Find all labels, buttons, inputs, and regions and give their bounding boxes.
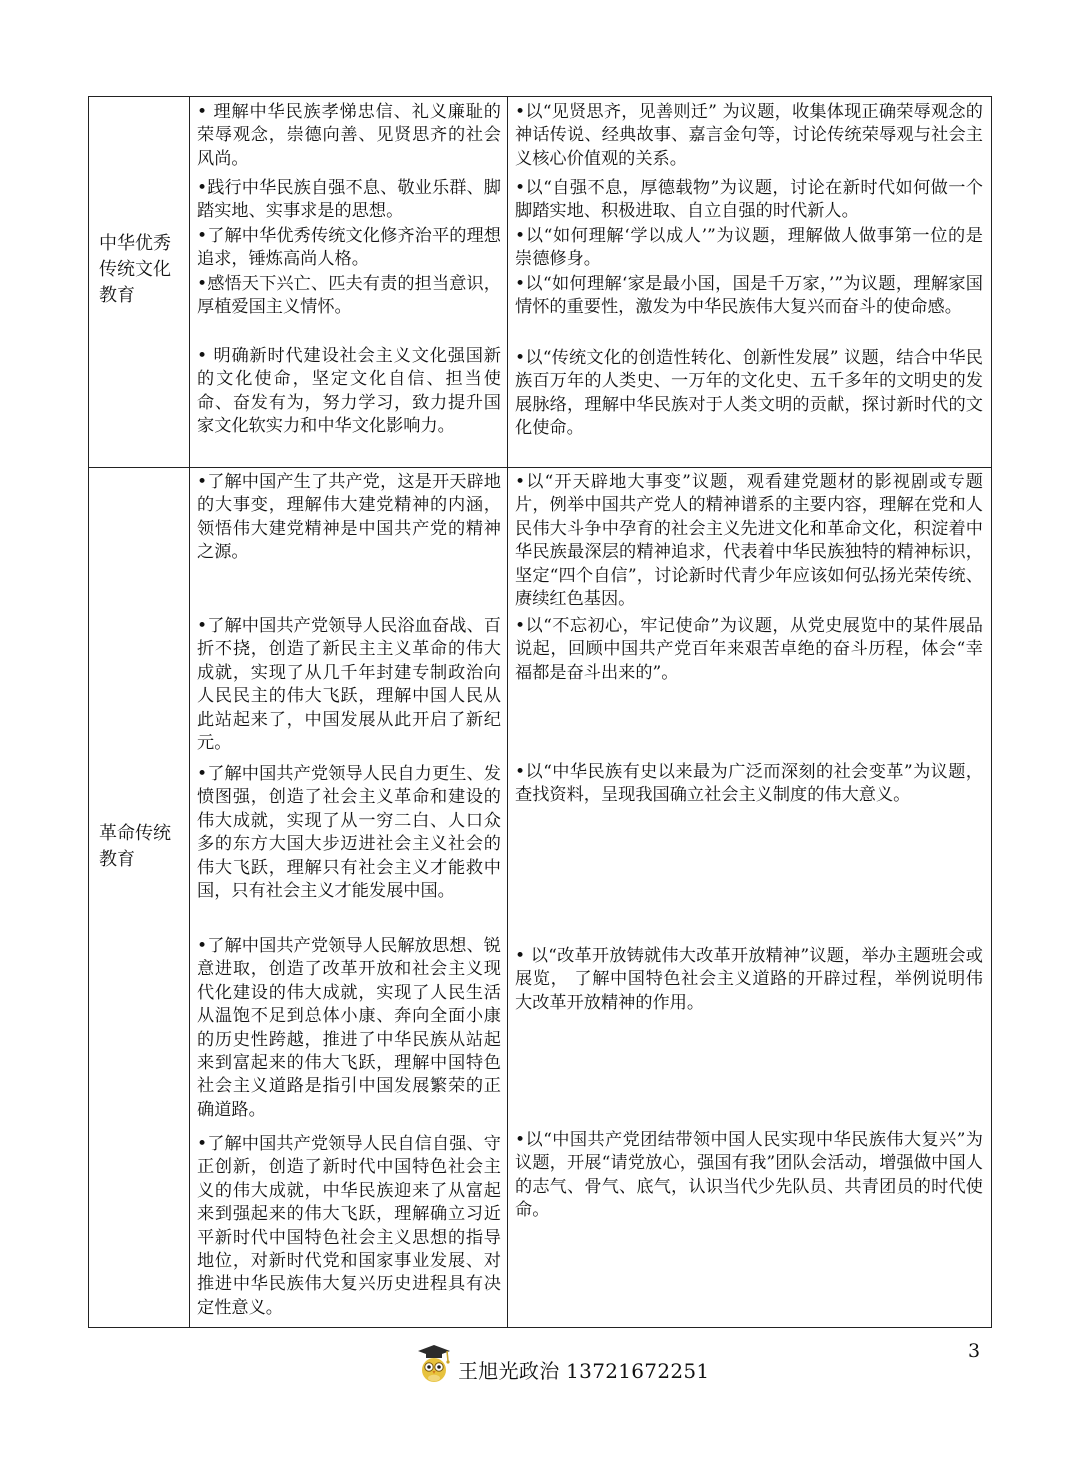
- row-divider: [89, 467, 991, 468]
- requirement-item: • 明确新时代建设社会主义文化强国新的文化使命，坚定文化自信、担当使命、奋发有为，努力学习，致力提升国家文化软实力和中华文化影响力。: [197, 346, 501, 437]
- requirement-item: •了解中国共产党领导人民自力更生、发愤图强，创造了社会主义革命和建设的伟大成就，实现了从一穷二白、人口众多的东方大国大步迈进社会主义社会的伟大飞跃，理解只有社会主义才能救中国，只有社会主义才能发展中国。: [197, 764, 501, 902]
- activity-item: •以“见贤思齐，见善则迁” 为议题，收集体现正确荣辱观念的神话传说、经典故事、嘉言金句等，讨论传统荣辱观与社会主义核心价值观的关系。: [515, 102, 983, 169]
- category-revolutionary-tradition: 革命传统教育: [99, 823, 171, 870]
- footer-watermark: [414, 1340, 709, 1388]
- column-divider-1: [189, 97, 190, 1327]
- requirement-item: •了解中华优秀传统文化修齐治平的理想追求，锤炼高尚人格。: [197, 226, 501, 270]
- graduate-owl-icon: [414, 1342, 454, 1386]
- content-table: [88, 96, 992, 1328]
- activity-item: •以“自强不息，厚德载物”为议题，讨论在新时代如何做一个脚踏实地、积极进取、自立自强的时代新人。: [515, 178, 983, 222]
- category-traditional-culture: 中华优秀传统文化教育: [99, 233, 171, 306]
- requirement-item: •了解中国共产党领导人民自信自强、守正创新，创造了新时代中国特色社会主义的伟大成就，中华民族迎来了从富起来到强起来的伟大飞跃，理解确立习近平新时代中国特色社会主义思想的指导地位，对新时代党和国家事业发展、对推进中华民族伟大复兴历史进程具有决定性意义。: [197, 1134, 501, 1318]
- activity-item: •以“如何理解‘学以成人’”为议题，理解做人做事第一位的是崇德修身。: [515, 226, 983, 270]
- activity-item: • 以“改革开放铸就伟大改革开放精神”议题，举办主题班会或展览， 了解中国特色社会主义道路的开辟过程，举例说明伟大改革开放精神的作用。: [515, 946, 983, 1013]
- activity-item: •以“如何理解‘家是最小国，国是千万家，’”为议题，理解家国情怀的重要性，激发为中华民族伟大复兴而奋斗的使命感。: [515, 274, 983, 318]
- activity-item: •以“传统文化的创造性转化、创新性发展” 议题，结合中华民族百万年的人类史、一万年的文化史、五千多年的文明史的发展脉络，理解中华民族对于人类文明的贡献，探讨新时代的文化使命。: [515, 348, 983, 439]
- requirement-item: •感悟天下兴亡、匹夫有责的担当意识，厚植爱国主义情怀。: [197, 274, 501, 318]
- requirement-item: •了解中国产生了共产党，这是开天辟地的大事变，理解伟大建党精神的内涵，领悟伟大建党精神是中国共产党的精神之源。: [197, 472, 501, 563]
- requirement-item: • 理解中华民族孝悌忠信、礼义廉耻的荣辱观念，崇德向善、见贤思齐的社会风尚。: [197, 102, 501, 169]
- requirement-item: •践行中华民族自强不息、敬业乐群、脚踏实地、实事求是的思想。: [197, 178, 501, 222]
- page-number: 3: [968, 1340, 981, 1362]
- activity-item: •以“开天辟地大事变”议题，观看建党题材的影视剧或专题片，例举中国共产党人的精神谱系的主要内容，理解在党和人民伟大斗争中孕育的社会主义先进文化和革命文化，积淀着中华民族最深层的精神追求，代表着中华民族独特的精神标识，坚定“四个自信”，讨论新时代青少年应该如何弘扬光荣传统、赓续红色基因。: [515, 472, 983, 610]
- column-divider-2: [507, 97, 508, 1327]
- footer-watermark-text: 王旭光政治 13721672251: [458, 1358, 710, 1383]
- requirement-item: •了解中国共产党领导人民浴血奋战、百折不挠，创造了新民主主义革命的伟大成就，实现了从几千年封建专制政治向人民民主的伟大飞跃，理解中国人民从此站起来了，中国发展从此开启了新纪元。: [197, 616, 501, 754]
- activity-item: •以“中华民族有史以来最为广泛而深刻的社会变革”为议题，查找资料，呈现我国确立社会主义制度的伟大意义。: [515, 762, 983, 806]
- requirement-item: •了解中国共产党领导人民解放思想、锐意进取，创造了改革开放和社会主义现代化建设的伟大成就，实现了人民生活从温饱不足到总体小康、奔向全面小康的历史性跨越，推进了中华民族从站起来到富起来的伟大飞跃，理解中国特色社会主义道路是指引中国发展繁荣的正确道路。: [197, 936, 501, 1120]
- activity-item: •以“不忘初心，牢记使命”为议题，从党史展览中的某件展品说起，回顾中国共产党百年来艰苦卓绝的奋斗历程，体会“幸福都是奋斗出来的”。: [515, 616, 983, 683]
- activity-item: •以“中国共产党团结带领中国人民实现中华民族伟大复兴”为议题，开展“请党放心，强国有我”团队会活动，增强做中国人的志气、骨气、底气，认识当代少先队员、共青团员的时代使命。: [515, 1130, 983, 1221]
